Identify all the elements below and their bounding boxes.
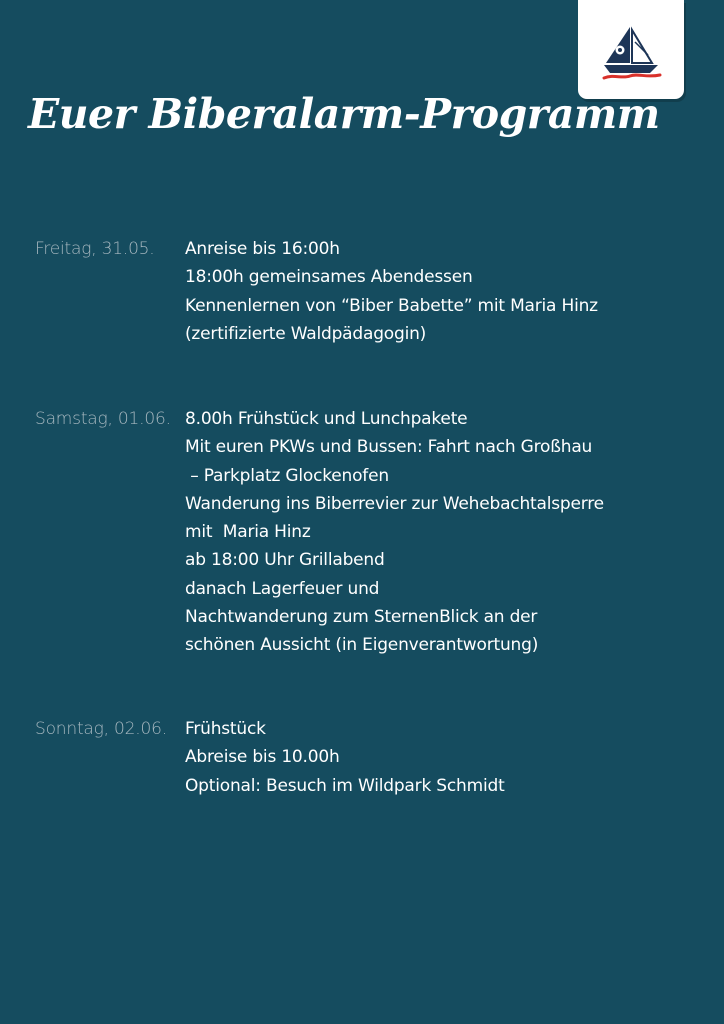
day-program <box>185 239 598 348</box>
program-line: Optional: Besuch im Wildpark Schmidt <box>185 775 505 796</box>
program-line: ab 18:00 Uhr Grillabend <box>185 550 385 571</box>
program-line: Wanderung ins Biberrevier zur Wehebachtalsperre <box>185 493 604 514</box>
day-label: Sonntag, 02.06. <box>35 719 167 739</box>
logo-card <box>578 0 684 99</box>
day-program <box>185 409 604 660</box>
program-line: 18:00h gemeinsames Abendessen <box>185 267 473 288</box>
program-line: 8.00h Frühstück und Lunchpakete <box>185 409 468 429</box>
program-line: Mit euren PKWs und Bussen: Fahrt nach Großhau <box>185 437 593 458</box>
day-label: Freitag, 31.05. <box>35 239 155 259</box>
program-line: Frühstück <box>185 719 266 739</box>
program-line: Kennenlernen von “Biber Babette” mit Maria Hinz <box>185 295 598 316</box>
sailboat-icon <box>600 22 662 82</box>
day-program <box>185 719 505 800</box>
program-line: Nachtwanderung zum SternenBlick an der <box>185 607 538 628</box>
program-line: mit Maria Hinz <box>185 522 311 543</box>
program-line: schönen Aussicht (in Eigenverantwortung) <box>185 635 539 656</box>
day-label: Samstag, 01.06. <box>35 409 171 429</box>
program-line: Abreise bis 10.00h <box>185 747 340 768</box>
program-line: (zertifizierte Waldpädagogin) <box>185 323 427 344</box>
program-line: – Parkplatz Glockenofen <box>185 465 389 486</box>
page-title: Euer Biberalarm-Programm <box>28 90 660 138</box>
program-line: Anreise bis 16:00h <box>185 239 340 259</box>
program-line: danach Lagerfeuer und <box>185 578 380 599</box>
